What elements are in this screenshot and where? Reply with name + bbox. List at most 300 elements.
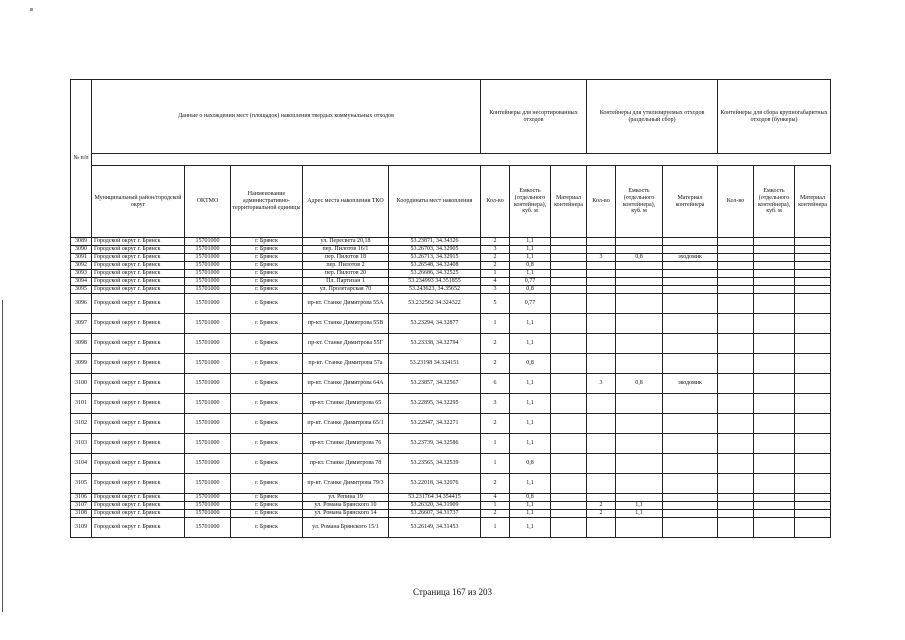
cell-oktmo: 15701000 (185, 246, 231, 254)
cell-capacity-bulky (754, 238, 795, 246)
table-row (71, 286, 831, 294)
cell-unit: г. Брянск (231, 238, 303, 246)
cell-address: пр-кт. Станке Димитрова 64А (303, 374, 389, 394)
cell-district: Городской округ г. Брянск (92, 314, 185, 334)
cell-capacity-recycled (616, 354, 663, 374)
cell-coords: 53.26320, 34.31909 (389, 502, 481, 510)
header-row-spacer (71, 154, 831, 166)
cell-qty-recycled (587, 314, 616, 334)
cell-oktmo: 15701000 (185, 394, 231, 414)
cell-qty-recycled (587, 294, 616, 314)
cell-coords: 53.26548, 34.32408 (389, 262, 481, 270)
table-row (71, 238, 831, 246)
cell-oktmo: 15701000 (185, 294, 231, 314)
cell-material-bulky (795, 262, 831, 270)
cell-capacity-bulky (754, 494, 795, 502)
cell-qty-bulky (718, 394, 754, 414)
cell-unit: г. Брянск (231, 394, 303, 414)
cell-unit: г. Брянск (231, 278, 303, 286)
header-oktmo: ОКТМО (185, 166, 231, 238)
cell-unit: г. Брянск (231, 434, 303, 454)
cell-material (551, 474, 587, 494)
cell-qty-recycled (587, 270, 616, 278)
cell-material-recycled (663, 270, 718, 278)
cell-qty: 4 (481, 278, 510, 286)
table-row (71, 414, 831, 434)
cell-capacity: 1,1 (510, 270, 551, 278)
cell-qty-recycled (587, 474, 616, 494)
header-material-bulky: Материал контейнера (795, 166, 831, 238)
cell-district: Городской округ г. Брянск (92, 434, 185, 454)
cell-material (551, 238, 587, 246)
cell-capacity-bulky (754, 510, 795, 518)
cell-material (551, 414, 587, 434)
header-spacer (92, 154, 831, 166)
cell-capacity-recycled (616, 286, 663, 294)
cell-num: 3105 (71, 474, 92, 494)
cell-unit: г. Брянск (231, 454, 303, 474)
cell-district: Городской округ г. Брянск (92, 270, 185, 278)
cell-material-bulky (795, 414, 831, 434)
cell-capacity: 1,1 (510, 518, 551, 538)
table-row (71, 246, 831, 254)
cell-num: 3092 (71, 262, 92, 270)
cell-qty: 2 (481, 238, 510, 246)
cell-num: 3102 (71, 414, 92, 434)
cell-district: Городской округ г. Брянск (92, 518, 185, 538)
cell-material-recycled (663, 394, 718, 414)
header-unit: Наименование административно-территориальной единицы (231, 166, 303, 238)
header-capacity-recycled: Емкость (отдельного контейнера), куб. м (616, 166, 663, 238)
cell-district: Городской округ г. Брянск (92, 254, 185, 262)
cell-qty: 2 (481, 262, 510, 270)
table-row (71, 270, 831, 278)
cell-qty-recycled: 2 (587, 510, 616, 518)
cell-address: ул. Пересвета 20,18 (303, 238, 389, 246)
cell-qty-recycled: 2 (587, 502, 616, 510)
cell-coords: 53.22895, 34.32295 (389, 394, 481, 414)
cell-qty: 3 (481, 286, 510, 294)
cell-capacity-bulky (754, 294, 795, 314)
cell-qty-recycled (587, 278, 616, 286)
table-row (71, 502, 831, 510)
cell-capacity-recycled (616, 238, 663, 246)
cell-district: Городской округ г. Брянск (92, 294, 185, 314)
cell-district: Городской округ г. Брянск (92, 262, 185, 270)
cell-material-bulky (795, 334, 831, 354)
cell-material-bulky (795, 518, 831, 538)
cell-coords: 53.23565, 34.32539 (389, 454, 481, 474)
cell-capacity-recycled: 1,1 (616, 502, 663, 510)
cell-capacity-recycled (616, 494, 663, 502)
cell-district: Городской округ г. Брянск (92, 374, 185, 394)
cell-capacity-recycled (616, 394, 663, 414)
cell-qty: 2 (481, 474, 510, 494)
cell-capacity-bulky (754, 518, 795, 538)
cell-oktmo: 15701000 (185, 286, 231, 294)
cell-material-bulky (795, 394, 831, 414)
cell-address: пр-кт. Станке Димитрова 57а (303, 354, 389, 374)
cell-unit: г. Брянск (231, 270, 303, 278)
cell-oktmo: 15701000 (185, 334, 231, 354)
cell-material-bulky (795, 374, 831, 394)
cell-oktmo: 15701000 (185, 414, 231, 434)
cell-material-bulky (795, 474, 831, 494)
cell-qty-bulky (718, 294, 754, 314)
cell-material (551, 270, 587, 278)
cell-capacity-recycled (616, 434, 663, 454)
cell-unit: г. Брянск (231, 510, 303, 518)
table-row (71, 454, 831, 474)
cell-qty: 1 (481, 518, 510, 538)
cell-unit: г. Брянск (231, 286, 303, 294)
cell-address: ул. Репина 19 (303, 494, 389, 502)
cell-qty-recycled (587, 354, 616, 374)
cell-num: 3093 (71, 270, 92, 278)
cell-capacity: 0,8 (510, 454, 551, 474)
cell-qty-recycled (587, 414, 616, 434)
cell-qty-bulky (718, 246, 754, 254)
cell-district: Городской округ г. Брянск (92, 454, 185, 474)
cell-qty-bulky (718, 474, 754, 494)
cell-capacity-bulky (754, 270, 795, 278)
cell-material (551, 494, 587, 502)
cell-material-bulky (795, 454, 831, 474)
cell-unit: г. Брянск (231, 294, 303, 314)
cell-capacity-recycled (616, 246, 663, 254)
cell-capacity: 0,77 (510, 278, 551, 286)
cell-capacity: 1,1 (510, 510, 551, 518)
cell-district: Городской округ г. Брянск (92, 510, 185, 518)
cell-qty-recycled (587, 454, 616, 474)
cell-district: Городской округ г. Брянск (92, 334, 185, 354)
cell-district: Городской округ г. Брянск (92, 394, 185, 414)
cell-address: пер. Пилотов 16/1 (303, 246, 389, 254)
header-group-recycled: Контейнеры для утилизируемых отходов (раздельный сбор) (587, 80, 718, 154)
cell-material-bulky (795, 286, 831, 294)
cell-qty: 2 (481, 414, 510, 434)
cell-qty: 1 (481, 314, 510, 334)
waste-sites-table (70, 79, 831, 538)
cell-coords: 53.243623, 34.35652 (389, 286, 481, 294)
cell-qty-bulky (718, 262, 754, 270)
cell-unit: г. Брянск (231, 494, 303, 502)
cell-capacity-bulky (754, 278, 795, 286)
cell-unit: г. Брянск (231, 502, 303, 510)
cell-unit: г. Брянск (231, 246, 303, 254)
cell-material-bulky (795, 434, 831, 454)
cell-qty: 4 (481, 494, 510, 502)
cell-capacity-recycled (616, 414, 663, 434)
cell-district: Городской округ г. Брянск (92, 238, 185, 246)
cell-qty-bulky (718, 494, 754, 502)
cell-qty-recycled (587, 518, 616, 538)
cell-qty-recycled (587, 494, 616, 502)
cell-material-bulky (795, 502, 831, 510)
cell-district: Городской округ г. Брянск (92, 502, 185, 510)
cell-qty-recycled: 3 (587, 254, 616, 262)
cell-num: 3099 (71, 354, 92, 374)
cell-address: ул. Романа Брянского 14 (303, 510, 389, 518)
cell-qty: 2 (481, 254, 510, 262)
cell-address: пр-кт. Станке Димитрова 65 (303, 394, 389, 414)
cell-coords: 53.23871, 34.34326 (389, 238, 481, 246)
cell-coords: 53.23198 34.324151 (389, 354, 481, 374)
cell-coords: 53.26703, 34.32905 (389, 246, 481, 254)
header-group-unsorted: Контейнеры для несортированных отходов (481, 80, 587, 154)
cell-coords: 53.23739, 34.32586 (389, 434, 481, 454)
cell-qty-bulky (718, 238, 754, 246)
cell-capacity: 0,77 (510, 294, 551, 314)
cell-num: 3103 (71, 434, 92, 454)
cell-qty-bulky (718, 334, 754, 354)
header-coords: Координаты мест накопления (389, 166, 481, 238)
cell-capacity: 1,1 (510, 314, 551, 334)
table-row (71, 254, 831, 262)
cell-unit: г. Брянск (231, 334, 303, 354)
cell-material-recycled (663, 246, 718, 254)
cell-num: 3089 (71, 238, 92, 246)
cell-material-recycled (663, 262, 718, 270)
cell-material (551, 262, 587, 270)
cell-capacity: 1,1 (510, 414, 551, 434)
cell-unit: г. Брянск (231, 518, 303, 538)
cell-district: Городской округ г. Брянск (92, 246, 185, 254)
header-qty: Кол-во (481, 166, 510, 238)
table-row (71, 374, 831, 394)
cell-qty: 2 (481, 510, 510, 518)
cell-material (551, 518, 587, 538)
cell-material-recycled (663, 334, 718, 354)
cell-coords: 53.26149, 34.31453 (389, 518, 481, 538)
header-material-recycled: Материал контейнера (663, 166, 718, 238)
cell-qty-bulky (718, 434, 754, 454)
header-row-columns (71, 166, 831, 238)
table-row (71, 334, 831, 354)
cell-oktmo: 15701000 (185, 262, 231, 270)
cell-material (551, 394, 587, 414)
cell-num: 3097 (71, 314, 92, 334)
cell-address: пер. Пилотов 2 (303, 262, 389, 270)
table-row (71, 510, 831, 518)
cell-qty-recycled (587, 262, 616, 270)
cell-material-bulky (795, 254, 831, 262)
cell-num: 3106 (71, 494, 92, 502)
cell-num: 3090 (71, 246, 92, 254)
cell-material-recycled: экодомик (663, 374, 718, 394)
cell-capacity-recycled (616, 518, 663, 538)
cell-material-bulky (795, 354, 831, 374)
cell-oktmo: 15701000 (185, 502, 231, 510)
table-row (71, 294, 831, 314)
cell-qty-bulky (718, 314, 754, 334)
cell-capacity-bulky (754, 246, 795, 254)
cell-qty-bulky (718, 286, 754, 294)
cell-capacity: 1,1 (510, 474, 551, 494)
cell-capacity: 1,1 (510, 394, 551, 414)
cell-capacity: 0,8 (510, 494, 551, 502)
cell-capacity-recycled (616, 270, 663, 278)
table-row (71, 278, 831, 286)
cell-material (551, 510, 587, 518)
cell-material (551, 246, 587, 254)
table-row (71, 314, 831, 334)
cell-qty: 1 (481, 434, 510, 454)
header-row-groups (71, 80, 831, 154)
page-number: Страница 167 из 203 (413, 587, 492, 597)
cell-material-recycled (663, 494, 718, 502)
cell-qty: 1 (481, 454, 510, 474)
cell-oktmo: 15701000 (185, 510, 231, 518)
cell-oktmo: 15701000 (185, 474, 231, 494)
cell-district: Городской округ г. Брянск (92, 286, 185, 294)
cell-address: пер. Пилотов 20 (303, 270, 389, 278)
header-num: № п/п (71, 80, 92, 238)
cell-coords: 53.26686, 34.32525 (389, 270, 481, 278)
cell-num: 3096 (71, 294, 92, 314)
cell-qty-bulky (718, 502, 754, 510)
cell-qty-bulky (718, 354, 754, 374)
header-group-bulky: Контейнеры для сбора крупногабаритных отходов (бункеры) (718, 80, 831, 154)
cell-num: 3095 (71, 286, 92, 294)
cell-qty-recycled (587, 246, 616, 254)
cell-oktmo: 15701000 (185, 270, 231, 278)
header-address: Адрес места накопления ТКО (303, 166, 389, 238)
cell-coords: 53.26607, 34.31737 (389, 510, 481, 518)
cell-qty-bulky (718, 254, 754, 262)
cell-material-bulky (795, 494, 831, 502)
cell-material (551, 286, 587, 294)
cell-capacity-bulky (754, 502, 795, 510)
cell-material-bulky (795, 510, 831, 518)
cell-district: Городской округ г. Брянск (92, 414, 185, 434)
cell-capacity: 1,1 (510, 246, 551, 254)
cell-capacity: 1,1 (510, 502, 551, 510)
cell-coords: 53.23338, 34.32794 (389, 334, 481, 354)
cell-qty-bulky (718, 270, 754, 278)
cell-material-bulky (795, 278, 831, 286)
cell-material (551, 254, 587, 262)
cell-num: 3100 (71, 374, 92, 394)
cell-qty: 1 (481, 270, 510, 278)
cell-address: пер. Пилотов 18 (303, 254, 389, 262)
cell-oktmo: 15701000 (185, 374, 231, 394)
header-material: Материал контейнера (551, 166, 587, 238)
cell-qty-bulky (718, 518, 754, 538)
cell-material-recycled (663, 278, 718, 286)
cell-capacity-recycled (616, 294, 663, 314)
cell-unit: г. Брянск (231, 354, 303, 374)
cell-num: 3098 (71, 334, 92, 354)
cell-num: 3101 (71, 394, 92, 414)
cell-num: 3107 (71, 502, 92, 510)
header-qty-bulky: Кол-во (718, 166, 754, 238)
cell-coords: 53.234993 34.351855 (389, 278, 481, 286)
cell-qty: 3 (481, 394, 510, 414)
cell-address: пр-кт. Станке Димитрова 76 (303, 434, 389, 454)
cell-qty-recycled: 3 (587, 374, 616, 394)
cell-coords: 53.232562 34.324322 (389, 294, 481, 314)
cell-oktmo: 15701000 (185, 354, 231, 374)
cell-qty: 1 (481, 502, 510, 510)
cell-capacity-recycled: 0,8 (616, 254, 663, 262)
cell-capacity-bulky (754, 474, 795, 494)
header-qty-recycled: Кол-во (587, 166, 616, 238)
cell-qty-bulky (718, 414, 754, 434)
cell-unit: г. Брянск (231, 262, 303, 270)
cell-oktmo: 15701000 (185, 314, 231, 334)
cell-qty: 6 (481, 374, 510, 394)
cell-qty-recycled (587, 434, 616, 454)
cell-district: Городской округ г. Брянск (92, 278, 185, 286)
table-row (71, 474, 831, 494)
cell-unit: г. Брянск (231, 314, 303, 334)
cell-capacity-bulky (754, 414, 795, 434)
cell-material-recycled: эходомик (663, 254, 718, 262)
cell-address: Пл. Партизан 1 (303, 278, 389, 286)
cell-num: 3094 (71, 278, 92, 286)
cell-material-recycled (663, 502, 718, 510)
cell-capacity-bulky (754, 374, 795, 394)
cell-qty-bulky (718, 510, 754, 518)
cell-num: 3091 (71, 254, 92, 262)
header-group-location: Данные о нахождении мест (площадок) накопления твердых коммунальных отходов (92, 80, 481, 154)
table-row (71, 494, 831, 502)
cell-address: ул. Романа Брянского 15/1 (303, 518, 389, 538)
cell-material-bulky (795, 270, 831, 278)
cell-material-recycled (663, 414, 718, 434)
cell-qty-bulky (718, 278, 754, 286)
cell-material (551, 334, 587, 354)
cell-address: пр-кт. Станке Димитрова 55В (303, 314, 389, 334)
cell-material-recycled (663, 314, 718, 334)
cell-capacity-recycled (616, 314, 663, 334)
header-district: Муниципальный район/городской округ (92, 166, 185, 238)
cell-material (551, 454, 587, 474)
cell-capacity: 1,1 (510, 254, 551, 262)
cell-capacity: 1,1 (510, 334, 551, 354)
table-row (71, 434, 831, 454)
cell-capacity-bulky (754, 394, 795, 414)
cell-material-bulky (795, 314, 831, 334)
cell-capacity-recycled (616, 262, 663, 270)
cell-oktmo: 15701000 (185, 454, 231, 474)
cell-unit: г. Брянск (231, 414, 303, 434)
cell-coords: 53.22947, 34.32271 (389, 414, 481, 434)
cell-material-recycled (663, 354, 718, 374)
cell-capacity: 0,8 (510, 354, 551, 374)
header-capacity: Емкость (отдельного контейнера), куб. м (510, 166, 551, 238)
table-row (71, 518, 831, 538)
cell-unit: г. Брянск (231, 374, 303, 394)
cell-capacity-recycled (616, 334, 663, 354)
cell-address: пр-кт. Станке Димитрова 79/3 (303, 474, 389, 494)
cell-material-recycled (663, 238, 718, 246)
cell-capacity: 0,8 (510, 262, 551, 270)
header-capacity-bulky: Емкость (отдельного контейнера), куб. м (754, 166, 795, 238)
cell-capacity-bulky (754, 286, 795, 294)
cell-capacity-bulky (754, 254, 795, 262)
cell-capacity: 1,1 (510, 434, 551, 454)
cell-capacity-bulky (754, 454, 795, 474)
cell-capacity-bulky (754, 334, 795, 354)
cell-qty-bulky (718, 374, 754, 394)
cell-material-recycled (663, 518, 718, 538)
cell-district: Городской округ г. Брянск (92, 474, 185, 494)
cell-capacity-recycled (616, 278, 663, 286)
cell-unit: г. Брянск (231, 254, 303, 262)
cell-oktmo: 15701000 (185, 494, 231, 502)
